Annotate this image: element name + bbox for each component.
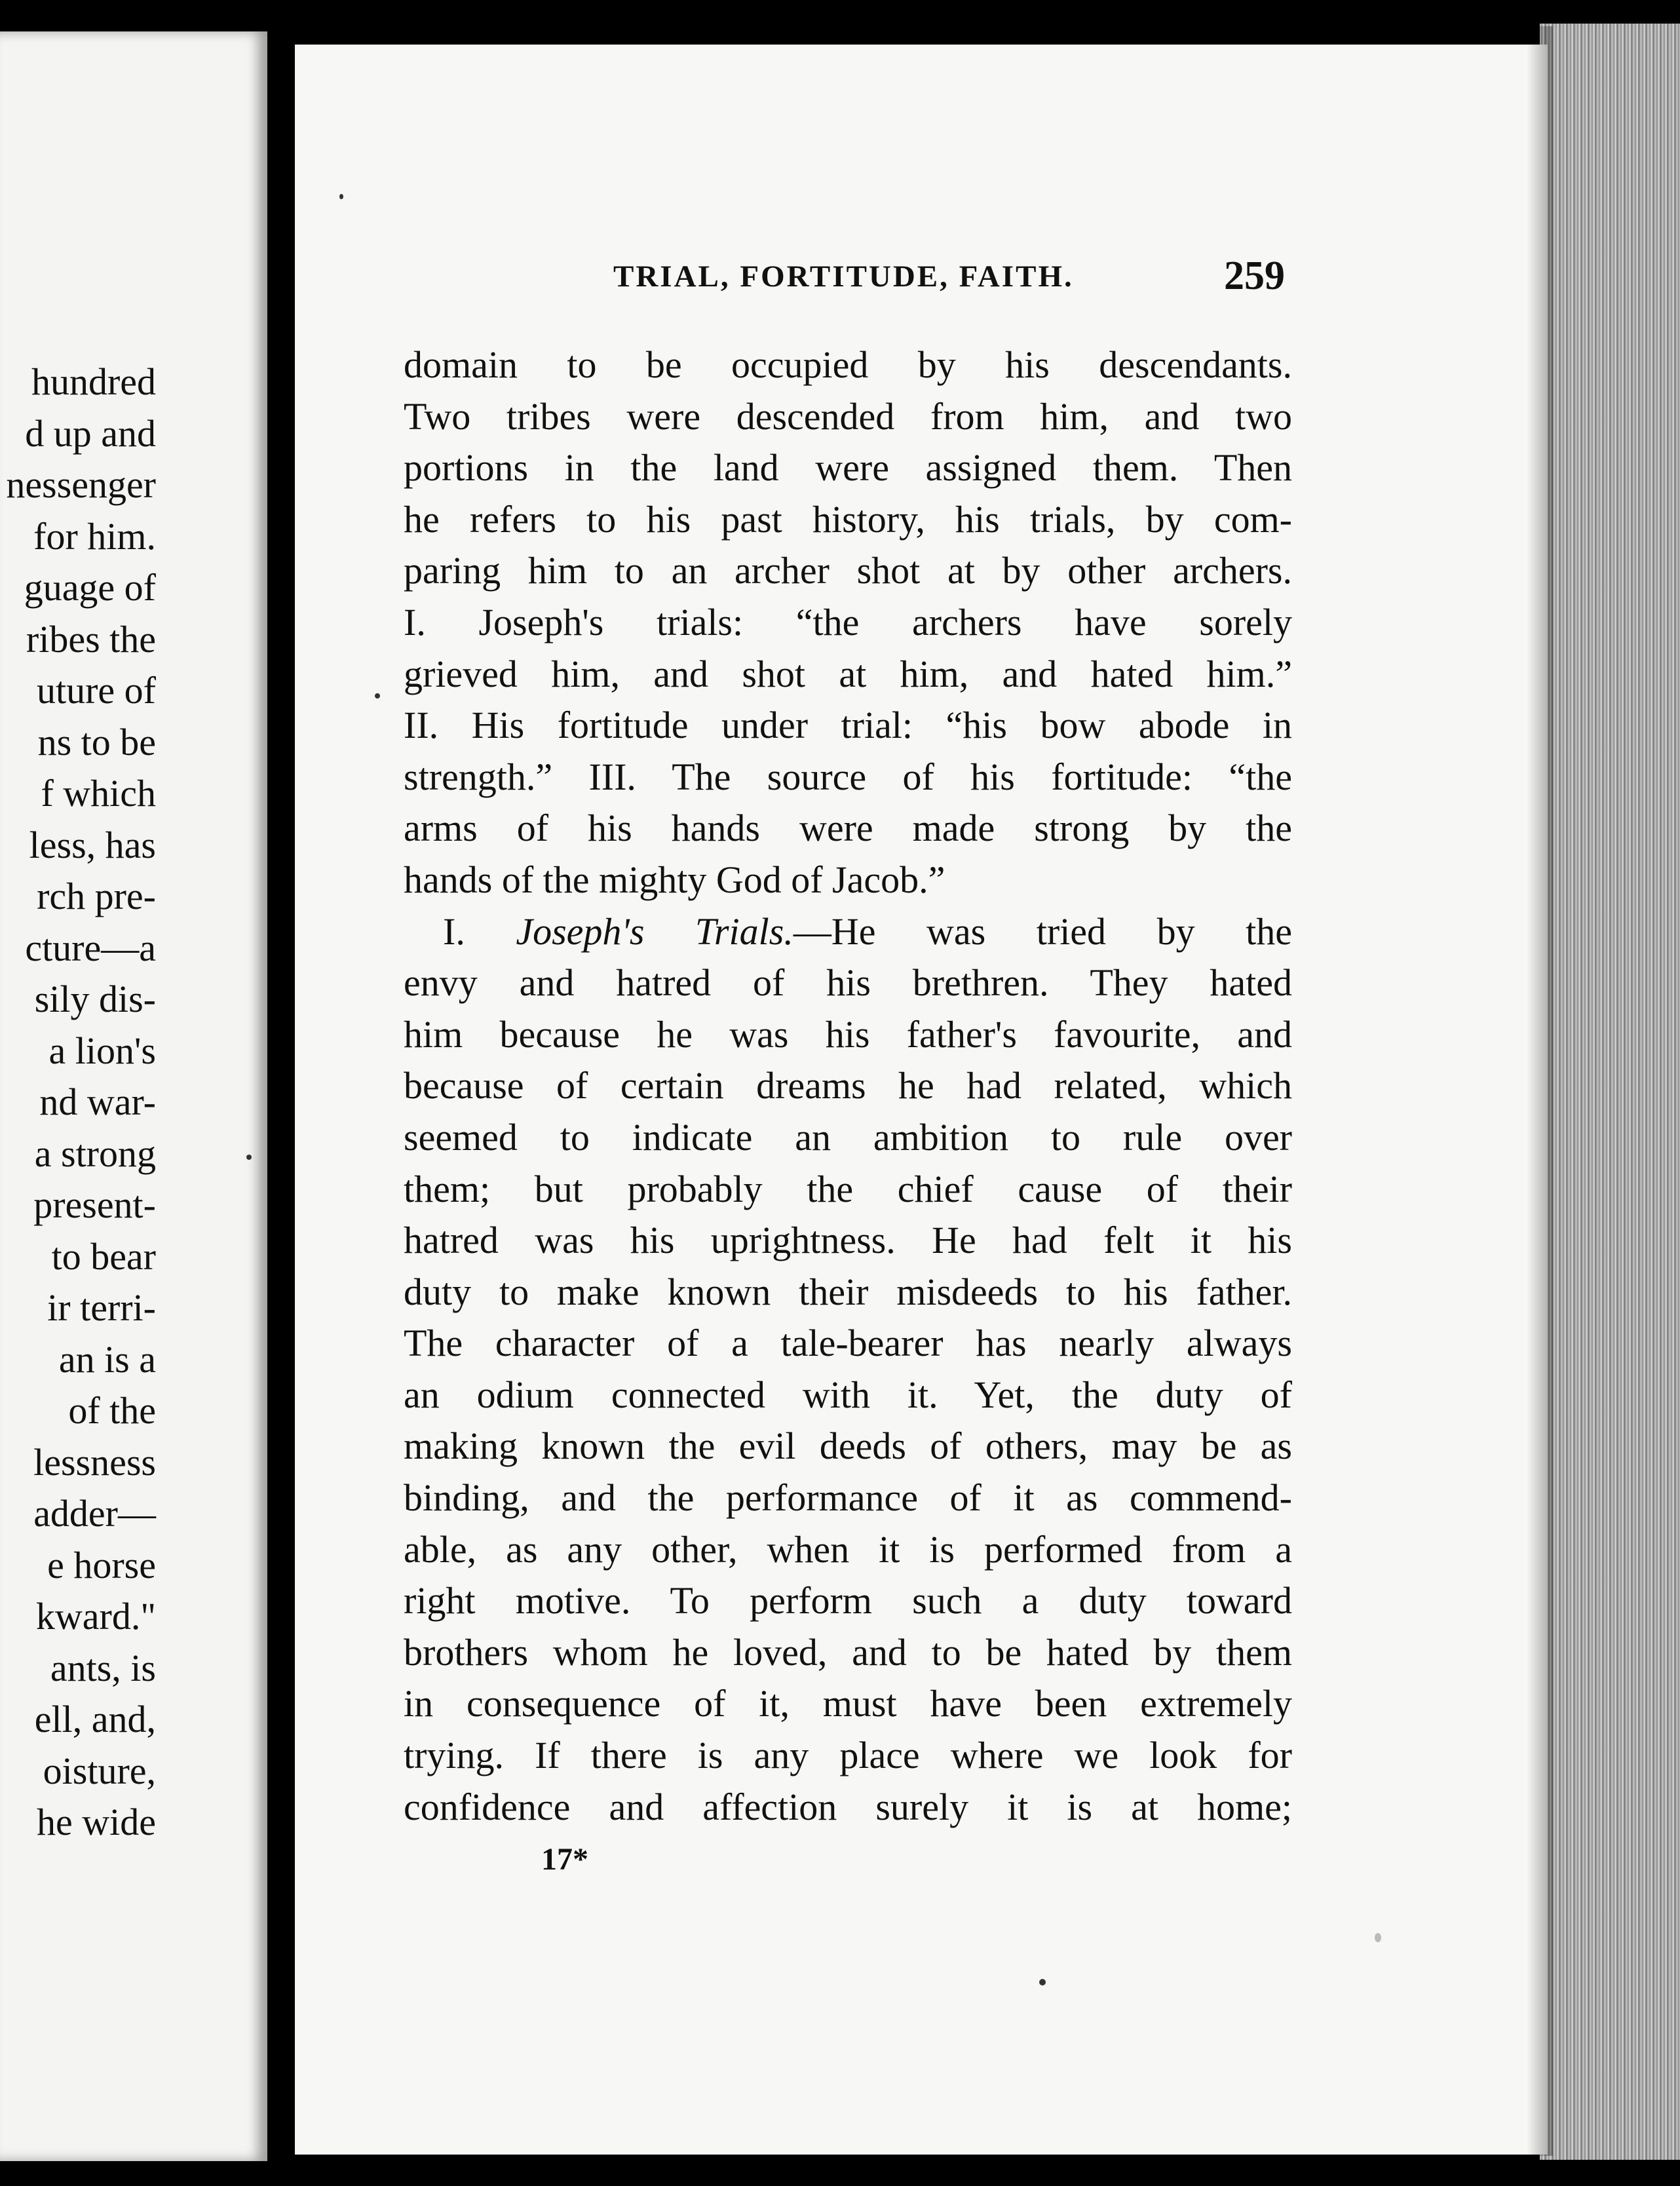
text-line: in consequence of it, must have been extremely	[404, 1682, 1292, 1725]
scan-speck	[1375, 1933, 1381, 1942]
left-line: less, has	[29, 823, 156, 866]
left-line: ir terri-	[47, 1286, 156, 1329]
signature-mark: 17*	[541, 1842, 588, 1877]
left-line: of the	[68, 1389, 156, 1432]
left-line: a lion's	[48, 1029, 156, 1072]
left-line: d up and	[25, 412, 156, 455]
text-line: hatred was his uprightness. He had felt it his	[404, 1219, 1292, 1262]
left-line: guage of	[24, 566, 156, 609]
left-line: ell, and,	[34, 1698, 156, 1740]
left-line: f which	[41, 772, 156, 815]
text-line: an odium connected with it. Yet, the duty of	[404, 1373, 1292, 1416]
paragraph-start-line	[404, 906, 1292, 958]
left-line: uture of	[37, 669, 156, 712]
left-page-text	[0, 356, 156, 1849]
left-line: nd war-	[39, 1081, 156, 1123]
left-line: adder—	[33, 1492, 156, 1535]
left-line: nessenger	[6, 463, 156, 506]
left-line: kward."	[35, 1595, 156, 1638]
left-line: ribes the	[26, 617, 156, 661]
text-line: able, as any other, when it is performed from a	[404, 1527, 1292, 1571]
text-line: I. Joseph's trials: “the archers have sorely	[404, 600, 1292, 643]
left-line: hundred	[31, 360, 156, 403]
text-line: trying. If there is any place where we look for	[404, 1734, 1292, 1777]
left-line: present-	[33, 1183, 156, 1226]
book-page-edges	[1540, 24, 1680, 2160]
text-line: binding, and the performance of it as commend-	[404, 1476, 1292, 1520]
text-line: arms of his hands were made strong by the	[404, 807, 1292, 850]
left-line: to bear	[51, 1235, 156, 1278]
left-line: an is a	[58, 1337, 156, 1381]
text-run: —He was tried by the	[793, 910, 1292, 953]
left-line: he wide	[37, 1801, 156, 1843]
left-line: cture—a	[25, 926, 156, 969]
running-head: TRIAL, FORTITUDE, FAITH.	[613, 259, 1074, 294]
text-line: domain to be occupied by his descendants.	[404, 343, 1292, 386]
left-facing-page	[0, 31, 267, 2161]
text-line: because of certain dreams he had related, which	[404, 1064, 1292, 1107]
text-line: seemed to indicate an ambition to rule over	[404, 1115, 1292, 1159]
text-line: envy and hatred of his brethren. They hated	[404, 961, 1292, 1005]
text-line: duty to make known their misdeeds to his father.	[404, 1270, 1292, 1313]
left-line: lessness	[33, 1440, 156, 1484]
text-line: confidence and affection surely it is at home;	[404, 1785, 1292, 1828]
left-line: e horse	[47, 1543, 156, 1586]
scan-speck	[375, 693, 380, 699]
text-line: grieved him, and shot at him, and hated him.”	[404, 652, 1292, 695]
left-line: sily dis-	[34, 978, 156, 1020]
text-line: Two tribes were descended from him, and two	[404, 394, 1292, 438]
text-line: making known the evil deeds of others, may be as	[404, 1425, 1292, 1468]
left-line: oisture,	[43, 1749, 156, 1792]
text-line: strength.” III. The source of his fortitude: “the	[404, 755, 1292, 798]
text-line: II. His fortitude under trial: “his bow abode in	[404, 704, 1292, 747]
text-line: him because he was his father's favourite, and	[404, 1012, 1292, 1056]
text-line: portions in the land were assigned them. Then	[404, 446, 1292, 489]
text-line: brothers whom he loved, and to be hated by them	[404, 1630, 1292, 1674]
text-line: hands of the mighty God of Jacob.”	[404, 858, 945, 901]
page-edge-shadow	[1527, 26, 1553, 2156]
text-line: The character of a tale-bearer has nearly always	[404, 1322, 1292, 1365]
page-number: 259	[1224, 254, 1285, 298]
left-line: a strong	[34, 1132, 156, 1175]
body-text	[404, 339, 1292, 1833]
section-numeral: I.	[443, 910, 516, 953]
scan-speck	[246, 1155, 252, 1160]
text-line: he refers to his past history, his trials, by com-	[404, 497, 1292, 541]
scan-speck	[1039, 1979, 1046, 1985]
text-line: right motive. To perform such a duty toward	[404, 1579, 1292, 1622]
left-line: rch pre-	[37, 875, 156, 917]
text-line: paring him to an archer shot at by other archers.	[404, 549, 1292, 592]
left-line: ants, is	[50, 1646, 156, 1689]
left-line: ns to be	[37, 720, 156, 763]
left-line: for him.	[33, 514, 156, 558]
text-line: them; but probably the chief cause of their	[404, 1167, 1292, 1210]
section-heading-italic: Joseph's Trials.	[516, 910, 793, 953]
scan-speck	[339, 194, 343, 199]
